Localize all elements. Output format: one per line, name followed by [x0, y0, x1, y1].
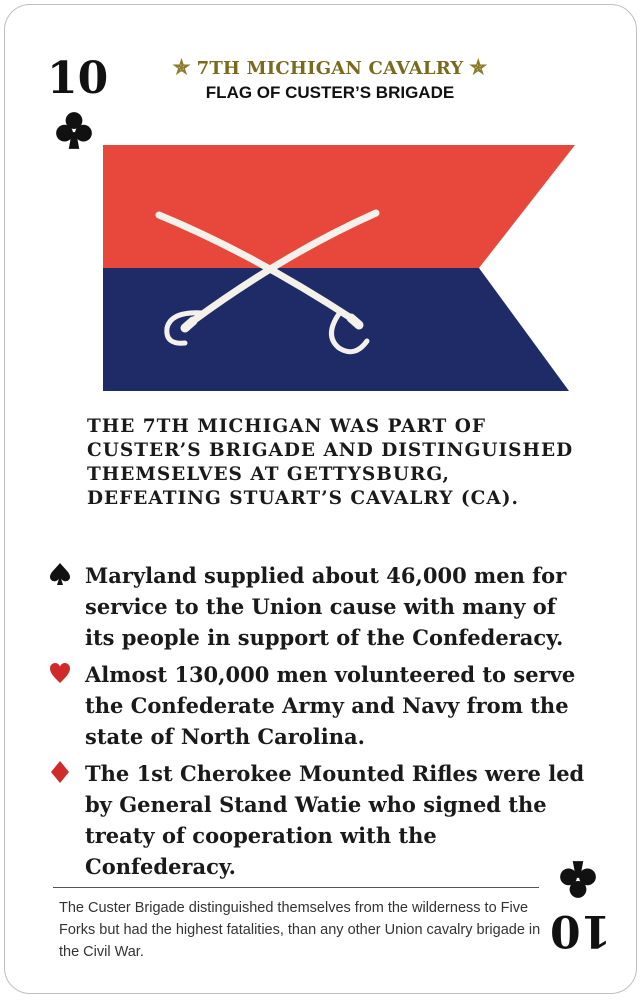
fact-heart: [47, 659, 587, 752]
playing-card: [4, 4, 637, 994]
star-icon: ✯: [469, 55, 487, 79]
footnote-divider: [53, 887, 539, 888]
custer-brigade-flag: [101, 143, 577, 393]
footnote: The Custer Brigade distinguished themselves from the wilderness to Five Forks but had the highest fatalities, than any other Union cavalry brigade in the Civil War.: [59, 900, 541, 960]
fact-text: Maryland supplied about 46,000 men for service to the Union cause with many of its people in support of the Confederacy.: [85, 563, 567, 650]
spade-icon: [49, 562, 71, 586]
flag-blue-stripe: [103, 268, 569, 391]
diamond-icon: [49, 760, 71, 784]
heart-icon: [49, 661, 71, 685]
fact-diamond: [47, 758, 587, 882]
card-rank-bottom: 10: [550, 905, 612, 956]
card-title: [145, 55, 515, 79]
flag-caption: THE 7TH MICHIGAN WAS PART OF CUSTER’S BRIGADE AND DISTINGUISHED THEMSELVES AT GETTYSBURG, DEFEATING STUART’S CAVALRY (CA).: [87, 416, 574, 509]
card-rank-top: 10: [47, 53, 109, 104]
fact-spade: [47, 560, 587, 653]
flag-red-stripe: [103, 145, 575, 268]
club-icon: [53, 109, 95, 151]
fact-text: Almost 130,000 men volunteered to serve the Confederate Army and Navy from the state of North Carolina.: [85, 662, 576, 749]
card-title-text: 7TH MICHIGAN CAVALRY: [196, 58, 464, 79]
star-icon: ✯: [173, 55, 191, 79]
fact-text: The 1st Cherokee Mounted Rifles were led by General Stand Watie who signed the treaty of cooperation with the Confederacy.: [85, 761, 585, 879]
club-icon: [557, 859, 599, 901]
card-subtitle: FLAG OF CUSTER’S BRIGADE: [205, 83, 455, 102]
facts-list: [47, 560, 587, 888]
